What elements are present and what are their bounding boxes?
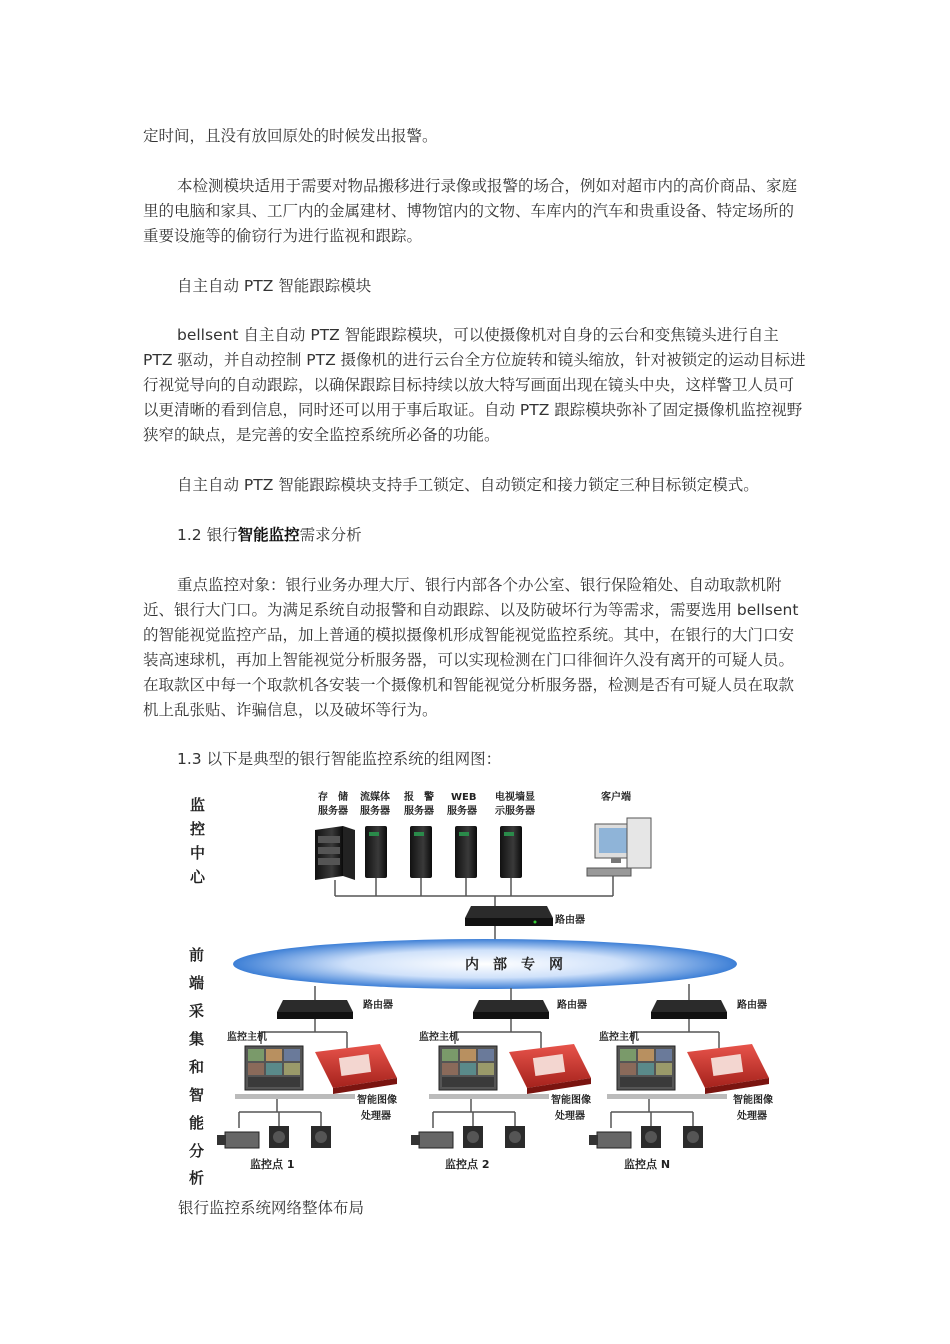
server-label-stream-2: 服务器 <box>360 806 390 817</box>
dome-camera-icon <box>311 1126 331 1148</box>
side-char: 心 <box>190 868 206 886</box>
server-label-storage-2: 服务器 <box>318 806 348 817</box>
storage-server-icon <box>315 826 355 880</box>
site-router-label: 路由器 <box>737 1000 767 1011</box>
monitoring-point-label: 监控点 2 <box>445 1158 490 1171</box>
smart-image-processor-icon <box>687 1044 769 1094</box>
smart-image-processor-icon <box>509 1044 591 1094</box>
site-router-icon <box>651 1000 727 1019</box>
site-router-icon <box>473 1000 549 1019</box>
site-1 <box>217 998 397 1171</box>
paragraph-2: 本检测模块适用于需要对物品搬移进行录像或报警的场合，例如对超市内的高价商品、家庭里的电脑和家具、工厂内的金属建材、博物馆内的文物、车库内的汽车和贵重设备、特定场所的重要设施等的偷窃行为进行监视和跟踪。 <box>143 177 798 245</box>
side-char: 析 <box>189 1169 205 1187</box>
paragraph-5: 自主自动 PTZ 智能跟踪模块支持手工锁定、自动锁定和接力锁定三种目标锁定模式。 <box>177 476 759 494</box>
client-pc-icon <box>587 818 651 876</box>
site-n <box>589 998 773 1171</box>
side-char: 分 <box>189 1142 205 1160</box>
paragraph-4: bellsent 自主自动 PTZ 智能跟踪模块，可以使摄像机对自身的云台和变焦镜头进行自主 PTZ 驱动，并自动控制 PTZ 摄像机的进行云台全方位旋转和镜头缩放，针对被锁定的运动目标进行视觉导向的自动跟踪，以确保跟踪目标持续以放大特写画面出现在镜头中央，这样警卫人员可以更清晰的看到信息，同时还可以用于事后取证。自动 PTZ 跟踪模块弥补了固定摄像机监控视野狭窄的缺点，是完善的安全监控系统所必备的功能。 <box>143 326 806 444</box>
side-char: 和 <box>189 1058 205 1076</box>
site-router-label: 路由器 <box>557 1000 587 1011</box>
stream-server-icon <box>365 826 387 878</box>
monitoring-point-label: 监控点 N <box>624 1158 671 1171</box>
side-char: 前 <box>189 946 205 964</box>
server-label-alarm-1: 报 警 <box>404 792 434 803</box>
server-labels <box>318 790 631 817</box>
internal-network-label: 内 部 专 网 <box>465 957 563 973</box>
side-char: 能 <box>189 1114 205 1132</box>
heading-prefix: 1.2 银行 <box>177 526 238 544</box>
server-label-web-2: 服务器 <box>447 806 477 817</box>
paragraph-3-heading: 自主自动 PTZ 智能跟踪模块 <box>177 277 372 295</box>
smart-monitoring-link[interactable]: 智能监控 <box>237 526 300 544</box>
site-host-label: 监控主机 <box>599 1032 639 1043</box>
server-label-web-1: WEB <box>451 792 477 803</box>
network-diagram <box>175 778 790 1190</box>
client-label: 客户端 <box>601 792 631 803</box>
dome-camera-icon <box>683 1126 703 1148</box>
side-char: 中 <box>190 844 206 862</box>
site-2 <box>411 998 591 1171</box>
side-char: 智 <box>189 1086 205 1104</box>
side-char: 集 <box>189 1030 205 1048</box>
top-router-label: 路由器 <box>555 915 585 926</box>
site-router-icon <box>277 1000 353 1019</box>
side-char: 监 <box>190 796 206 814</box>
side-char: 控 <box>190 820 206 838</box>
box-camera-icon <box>411 1132 453 1148</box>
dome-camera-icon <box>269 1126 289 1148</box>
box-camera-icon <box>217 1132 259 1148</box>
site-router-label: 路由器 <box>363 1000 393 1011</box>
processor-label-2: 处理器 <box>737 1111 767 1122</box>
site-host-label: 监控主机 <box>419 1032 459 1043</box>
figure-caption: 银行监控系统网络整体布局 <box>178 1199 365 1217</box>
tvwall-server-icon <box>500 826 522 878</box>
side-label-control-center <box>189 796 206 886</box>
smart-image-processor-icon <box>315 1044 397 1094</box>
side-char: 采 <box>189 1002 205 1020</box>
site-host-label: 监控主机 <box>227 1032 267 1043</box>
paragraph-7: 重点监控对象：银行业务办理大厅、银行内部各个办公室、银行保险箱处、自动取款机附近、银行大门口。为满足系统自动报警和自动跟踪、以及防破坏行为等需求，需要选用 bellsent 的智能视觉监控产品，加上普通的模拟摄像机形成智能视觉监控系统。其中，在银行的大门口安装高速球机，再加上智能视觉分析服务器，可以实现检测在门口徘徊许久没有离开的可疑人员。在取款区中每一个取款机各安装一个摄像机和智能视觉分析服务器，检测是否有可疑人员在取款机上乱张贴、诈骗信息，以及破坏等行为。 <box>143 576 799 719</box>
server-label-tvwall-2: 示服务器 <box>495 806 535 817</box>
processor-label-1: 智能图像 <box>733 1095 773 1106</box>
server-label-tvwall-1: 电视墙显 <box>495 792 535 803</box>
dome-camera-icon <box>505 1126 525 1148</box>
side-label-frontend <box>189 946 204 1187</box>
top-router-icon <box>465 906 553 926</box>
heading-suffix: 需求分析 <box>299 526 362 544</box>
section-heading-1-2 <box>143 523 808 548</box>
processor-label-2: 处理器 <box>555 1111 585 1122</box>
dome-camera-icon <box>641 1126 661 1148</box>
dome-camera-icon <box>463 1126 483 1148</box>
box-camera-icon <box>589 1132 631 1148</box>
monitoring-point-label: 监控点 1 <box>250 1158 295 1171</box>
side-char: 端 <box>189 974 205 992</box>
server-label-alarm-2: 服务器 <box>404 806 434 817</box>
section-heading-1-3: 1.3 以下是典型的银行智能监控系统的组网图： <box>177 750 502 768</box>
processor-label-1: 智能图像 <box>551 1095 591 1106</box>
server-label-storage-1: 存 储 <box>318 792 348 803</box>
processor-label-1: 智能图像 <box>357 1095 397 1106</box>
alarm-server-icon <box>410 826 432 878</box>
server-label-stream-1: 流媒体 <box>360 792 390 803</box>
processor-label-2: 处理器 <box>361 1111 391 1122</box>
paragraph-1: 定时间，且没有放回原处的时候发出报警。 <box>143 127 438 145</box>
web-server-icon <box>455 826 477 878</box>
